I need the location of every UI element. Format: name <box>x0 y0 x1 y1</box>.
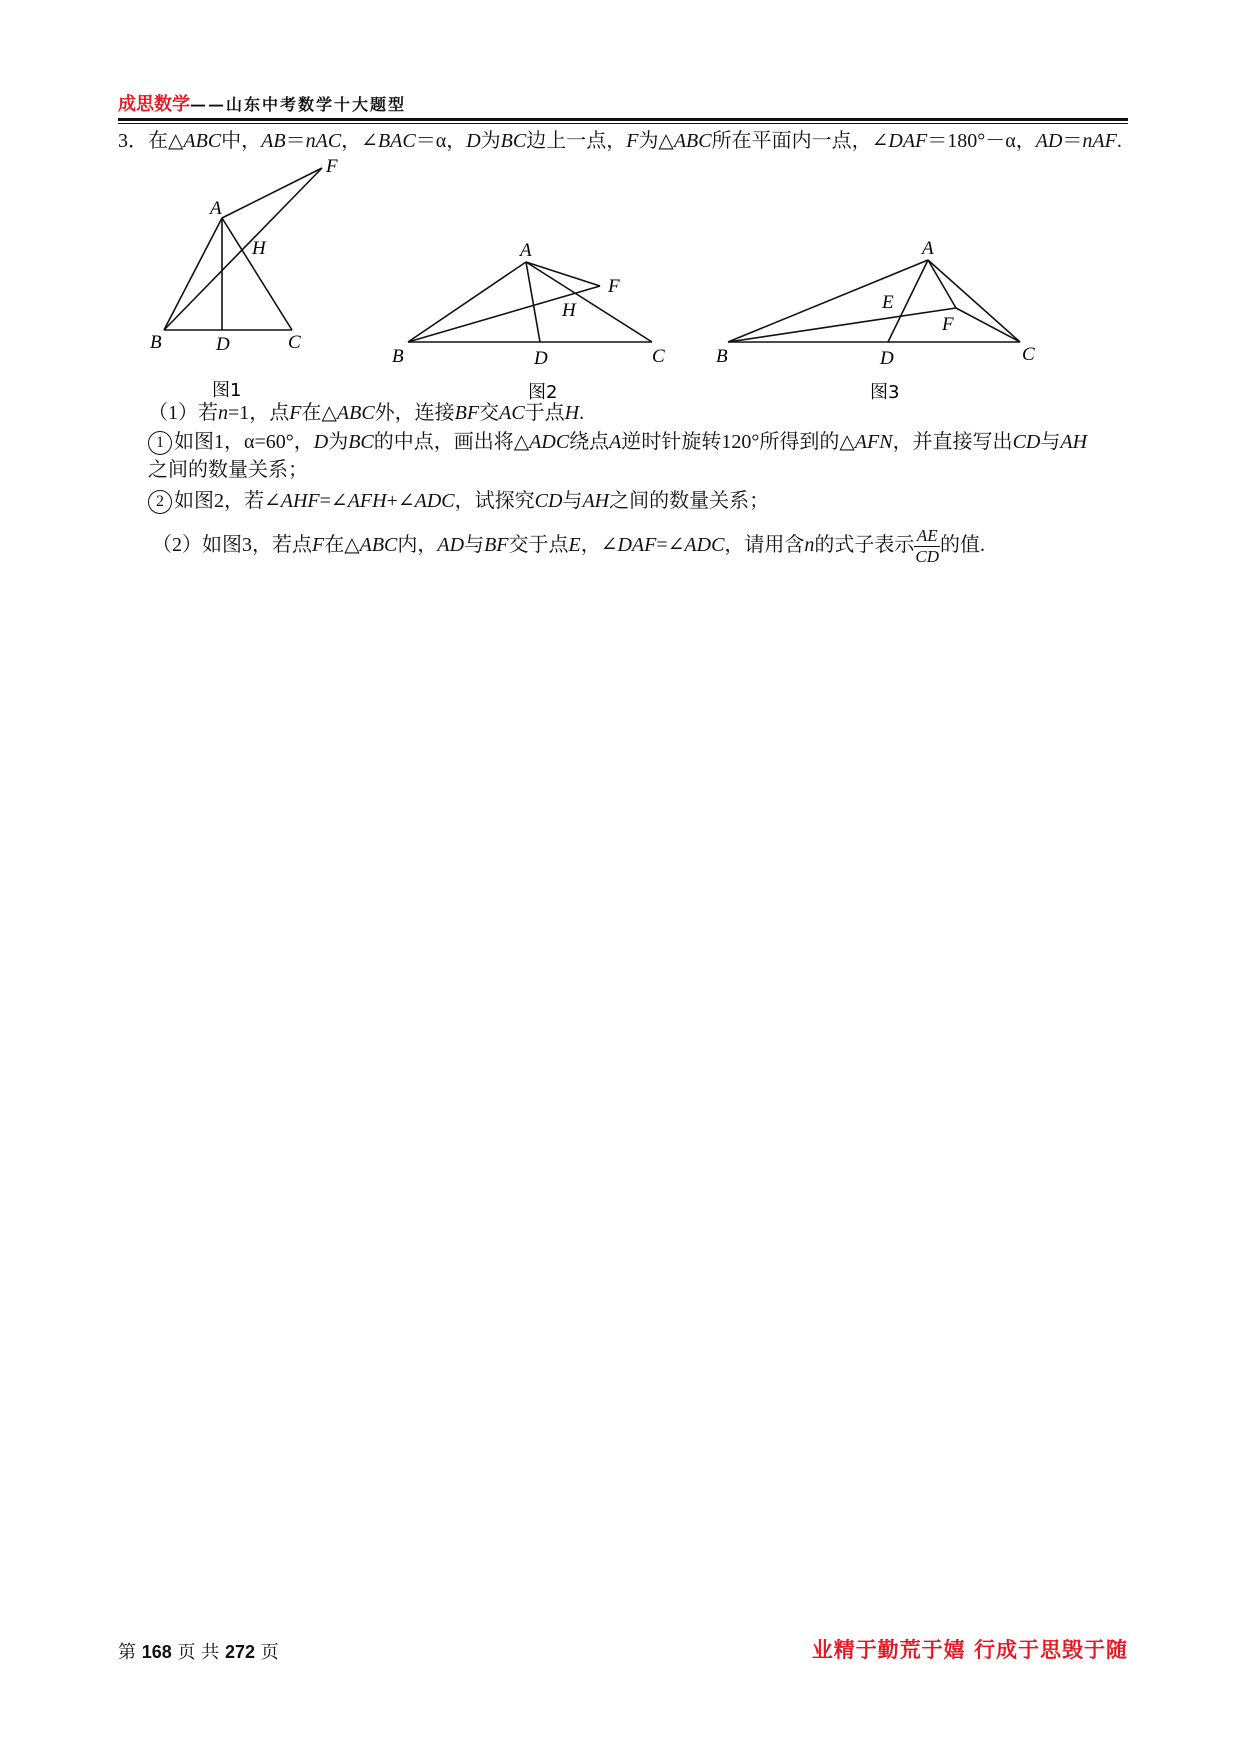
fig2-label-H: H <box>562 300 576 321</box>
fig2-label-C: C <box>652 346 665 367</box>
circled-number-1: 1 <box>148 431 172 455</box>
sub-question-1-line2: 之间的数量关系； <box>148 459 308 481</box>
problem-statement: 3．在△ABC中，AB＝nAC，∠BAC＝α，D为BC边上一点，F为△ABC所在平面内一点，∠DAF＝180°－α，AD＝nAF. <box>118 130 1122 152</box>
fig3-label-F: F <box>942 314 954 335</box>
brand-title: 成思数学 <box>118 94 190 115</box>
figure-1 <box>164 168 322 330</box>
fig2-label-B: B <box>392 346 404 367</box>
fig2-caption: 图2 <box>528 382 558 403</box>
figure-3 <box>728 260 1020 342</box>
page-number: 第 168 页 共 272 页 <box>118 1642 279 1663</box>
fig2-label-F: F <box>608 276 620 297</box>
fig1-label-B: B <box>150 332 162 353</box>
fig1-label-H: H <box>252 238 266 259</box>
fig3-label-D: D <box>880 348 894 369</box>
fig1-label-F: F <box>326 158 338 177</box>
fig2-label-A: A <box>520 240 532 261</box>
figure-2 <box>408 262 652 342</box>
fig1-caption: 图1 <box>212 380 242 401</box>
footer-motto: 业精于勤荒于嬉 行成于思毁于随 <box>811 1638 1128 1662</box>
sub-question-2: 2 如图2，若∠AHF=∠AFH+∠ADC，试探究CD与AH之间的数量关系； <box>148 488 769 514</box>
fig1-label-C: C <box>288 332 301 353</box>
sub-question-1: 1 如图1，α=60°，D为BC的中点，画出将△ADC绕点A逆时针旋转120°所得到的△AFN，并直接写出CD与AH <box>148 429 1087 455</box>
fig3-label-A: A <box>922 238 934 259</box>
page-header <box>118 90 1128 118</box>
circled-number-2: 2 <box>148 490 172 514</box>
fig2-label-D: D <box>534 348 548 369</box>
fig3-label-E: E <box>882 292 894 313</box>
fig3-label-C: C <box>1022 344 1035 365</box>
header-rule-thick <box>118 118 1128 121</box>
fig3-caption: 图3 <box>870 382 900 403</box>
fig1-label-D: D <box>216 334 230 355</box>
header-rule-thin <box>118 123 1128 124</box>
part-2-statement: （2）如图3，若点F在△ABC内，AD与BF交于点E，∠DAF=∠ADC，请用含n的式子表示 $\frac{AE}{CD}$ 的值. <box>152 525 986 566</box>
fig3-label-B: B <box>716 346 728 367</box>
fraction-ae-over-cd: $\frac{AE}{CD}$ <box>915 525 940 566</box>
geometry-figures <box>150 158 1050 408</box>
part-1-statement: （1）若n=1，点F在△ABC外，连接BF交AC于点H. <box>148 402 585 424</box>
header-subtitle: ——山东中考数学十大题型 <box>190 95 407 114</box>
fig1-label-A: A <box>210 198 222 219</box>
